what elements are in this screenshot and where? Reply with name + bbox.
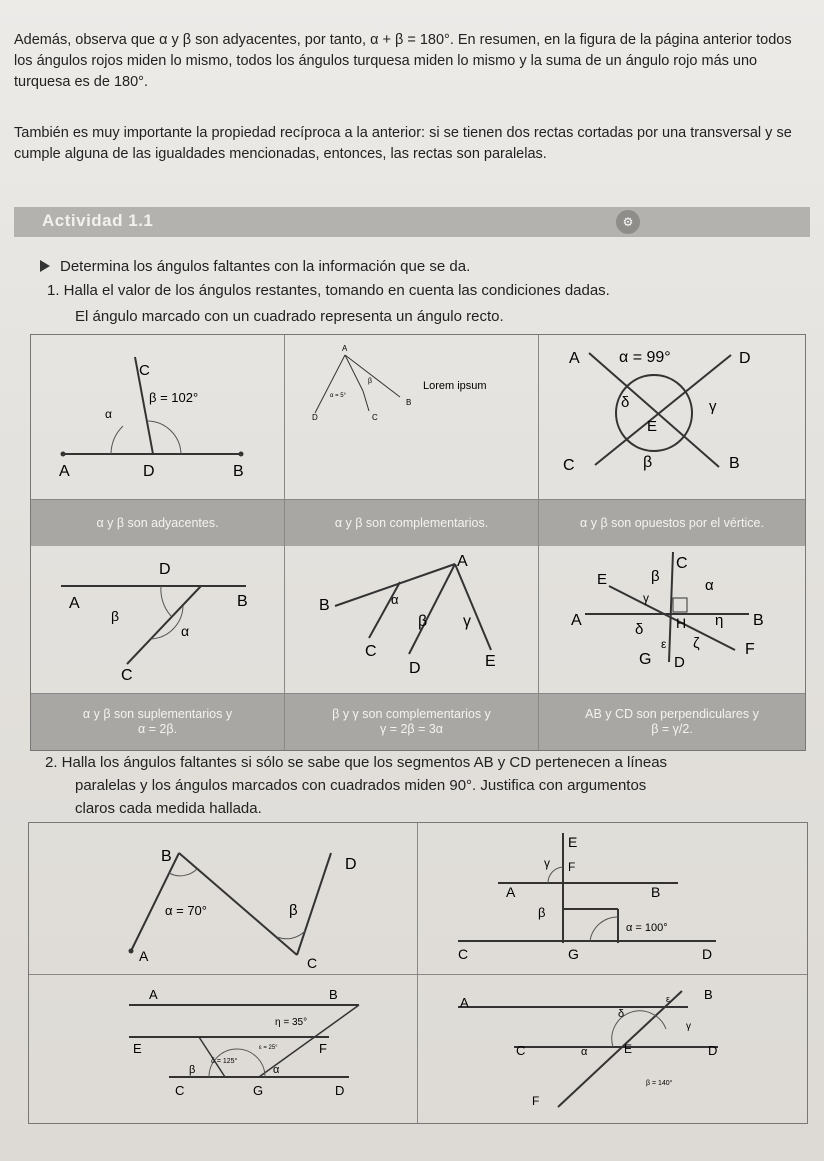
figure-cell-4 <box>31 546 285 694</box>
label-A: A <box>571 612 582 629</box>
caption-6-line-2: β = γ/2. <box>651 722 693 736</box>
caption-1: α y β son adyacentes. <box>31 500 285 546</box>
label-C: C <box>139 362 150 379</box>
label-zeta: ζ <box>693 635 700 652</box>
label-B: B <box>651 884 661 900</box>
label-C: C <box>563 457 575 474</box>
label-alpha: α <box>105 407 112 421</box>
label-gamma: γ <box>544 856 550 870</box>
triangle-bullet-icon <box>40 260 50 272</box>
exercise-1-grid <box>30 334 806 751</box>
figure-cell-8 <box>418 823 807 975</box>
item-1-text: 1. Halla el valor de los ángulos restantes, tomando en cuenta las condiciones dadas. <box>47 282 610 299</box>
figure-cell-5 <box>285 546 539 694</box>
label-alpha: α = 70° <box>165 903 207 918</box>
caption-3: α y β son opuestos por el vértice. <box>539 500 805 546</box>
label-beta: β <box>111 608 120 624</box>
label-gamma: γ <box>686 1021 691 1032</box>
label-E: E <box>568 834 578 850</box>
caption-5-line-2: γ = 2β = 3α <box>379 722 444 736</box>
label-C: C <box>458 946 469 962</box>
label-delta: δ <box>635 621 644 638</box>
label-C: C <box>365 643 377 660</box>
item-2-line-1: 2. Halla los ángulos faltantes si sólo se sabe que los segmentos AB y CD pertenecen a líneas <box>45 754 668 771</box>
figure-cell-10 <box>418 975 807 1123</box>
label-beta: β = 140° <box>646 1080 673 1087</box>
figure-cell-6 <box>539 546 805 694</box>
label-D: D <box>708 1043 718 1058</box>
label-C: C <box>121 667 133 684</box>
label-C: C <box>307 955 318 971</box>
label-alpha: α <box>581 1046 588 1058</box>
label-E: E <box>597 571 608 588</box>
label-B: B <box>753 612 764 629</box>
right-angle-note: El ángulo marcado con un cuadrado representa un ángulo recto. <box>75 308 504 325</box>
label-C: C <box>676 555 688 572</box>
figure-3-vertical <box>539 335 805 500</box>
label-beta: β = 102° <box>149 390 199 405</box>
label-A: A <box>457 553 468 570</box>
label-alpha: α = 100° <box>626 922 668 934</box>
label-alpha: α = 5° <box>330 393 347 399</box>
label-epsilon: ε <box>661 637 667 651</box>
label-D: D <box>674 654 685 671</box>
label-C: C <box>372 413 378 422</box>
label-B: B <box>329 987 338 1002</box>
label-gamma: γ <box>709 398 717 415</box>
caption-6 <box>539 694 805 750</box>
label-F: F <box>532 1094 540 1108</box>
label-D: D <box>159 561 171 578</box>
label-A: A <box>149 987 158 1002</box>
label-C: C <box>516 1043 526 1058</box>
label-G: G <box>253 1083 264 1098</box>
item-2-line-2: paralelas y los ángulos marcados con cuadrados miden 90°. Justifica con argumentos <box>75 777 647 794</box>
label-C: C <box>175 1083 185 1098</box>
caption-2: α y β son complementarios. <box>285 500 539 546</box>
label-beta: β <box>418 613 428 630</box>
activity-title: Actividad 1.1 <box>42 211 154 230</box>
label-alpha: α = 99° <box>619 349 671 366</box>
instruction-text: Determina los ángulos faltantes con la información que se da. <box>60 258 471 275</box>
figure-7-zigzag <box>29 823 418 975</box>
label-eps: ε = 25° <box>259 1045 278 1051</box>
label-alpha: α <box>181 623 190 639</box>
figure-4-supplementary <box>31 546 285 694</box>
label-B: B <box>406 398 412 407</box>
label-G: G <box>568 946 579 962</box>
label-alpha: α <box>391 592 399 607</box>
intro-paragraph-2: También es muy importante la propiedad recíproca a la anterior: si se tienen dos rectas cortadas por una transversal y se cumple alguna de las igualdades mencionadas, entonces, las rectas son paralelas. <box>14 125 792 162</box>
figure-cell-7 <box>29 823 418 975</box>
label-A: A <box>139 948 149 964</box>
figure-10-transversal <box>418 975 807 1123</box>
label-A: A <box>460 995 469 1010</box>
label-beta: β <box>651 568 660 585</box>
label-beta: β <box>538 905 546 920</box>
label-B: B <box>237 593 248 610</box>
label-D: D <box>143 463 155 480</box>
label-beta: β <box>189 1064 196 1076</box>
label-F: F <box>745 641 755 658</box>
caption-6-line-1: AB y CD son perpendiculares y <box>585 707 759 721</box>
label-H: H <box>676 615 687 631</box>
label-beta: β <box>643 454 653 471</box>
label-B: B <box>729 455 740 472</box>
label-B: B <box>161 848 172 865</box>
figure-1-adjacent <box>31 335 285 500</box>
label-F: F <box>568 860 576 874</box>
label-D: D <box>702 946 713 962</box>
label-A: A <box>69 595 80 612</box>
label-B: B <box>704 987 713 1002</box>
label-A: A <box>342 344 348 353</box>
label-beta: β <box>368 378 373 385</box>
figure-9-parallels <box>29 975 418 1123</box>
caption-4 <box>31 694 285 750</box>
label-D: D <box>739 350 751 367</box>
label-D: D <box>335 1083 345 1098</box>
label-E: E <box>647 418 658 435</box>
caption-5-line-1: β y γ son complementarios y <box>332 707 491 721</box>
label-E: E <box>133 1041 142 1056</box>
label-eps: ε <box>666 994 671 1004</box>
figure-cell-3 <box>539 335 805 500</box>
label-eta: η = 35° <box>275 1017 308 1028</box>
label-alpha: α <box>705 577 714 594</box>
label-A: A <box>569 350 580 367</box>
figure-2-complementary <box>285 335 539 500</box>
label-delta: δ <box>621 394 630 411</box>
activity-banner <box>14 207 810 237</box>
caption-5 <box>285 694 539 750</box>
label-gamma: γ <box>643 591 649 605</box>
intro-paragraph-1: Además, observa que α y β son adyacentes, por tanto, α + β = 180°. En resumen, en la figura de la página anterior todos los ángulos rojos miden lo mismo, todos los ángulos turquesa miden lo mismo y la suma de un ángulo rojo más uno turquesa es de 180°. <box>14 32 792 90</box>
figure-cell-1 <box>31 335 285 500</box>
figure-5-complementary <box>285 546 539 694</box>
caption-4-line-2: α = 2β. <box>137 722 178 736</box>
label-A: A <box>506 884 516 900</box>
caption-4-line-1: α y β son suplementarios y <box>82 707 233 721</box>
item-2-line-3: claros cada medida hallada. <box>75 800 262 817</box>
label-D: D <box>409 660 421 677</box>
label-G: G <box>639 651 652 668</box>
label-A: A <box>59 463 70 480</box>
instruction-line <box>40 258 470 275</box>
label-B: B <box>233 463 244 480</box>
label-gamma: γ <box>463 613 471 630</box>
figure-cell-9 <box>29 975 418 1123</box>
label-beta: β <box>289 902 298 919</box>
lorem-ipsum-label: Lorem ipsum <box>423 380 487 392</box>
label-alpha: α <box>273 1064 280 1076</box>
label-D: D <box>345 856 357 873</box>
figure-cell-2 <box>285 335 539 500</box>
label-D: D <box>312 413 318 422</box>
label-delta: δ = 125° <box>211 1058 238 1065</box>
label-E: E <box>624 1042 633 1056</box>
figure-8-parallels <box>418 823 807 975</box>
gear-icon: ⚙ <box>616 210 640 234</box>
exercise-2-grid <box>28 822 808 1124</box>
figure-6-perpendicular <box>539 546 805 694</box>
label-eta: η <box>715 612 724 629</box>
label-E: E <box>485 653 496 670</box>
label-B: B <box>319 597 330 614</box>
label-F: F <box>319 1041 327 1056</box>
label-delta: δ <box>618 1008 625 1020</box>
